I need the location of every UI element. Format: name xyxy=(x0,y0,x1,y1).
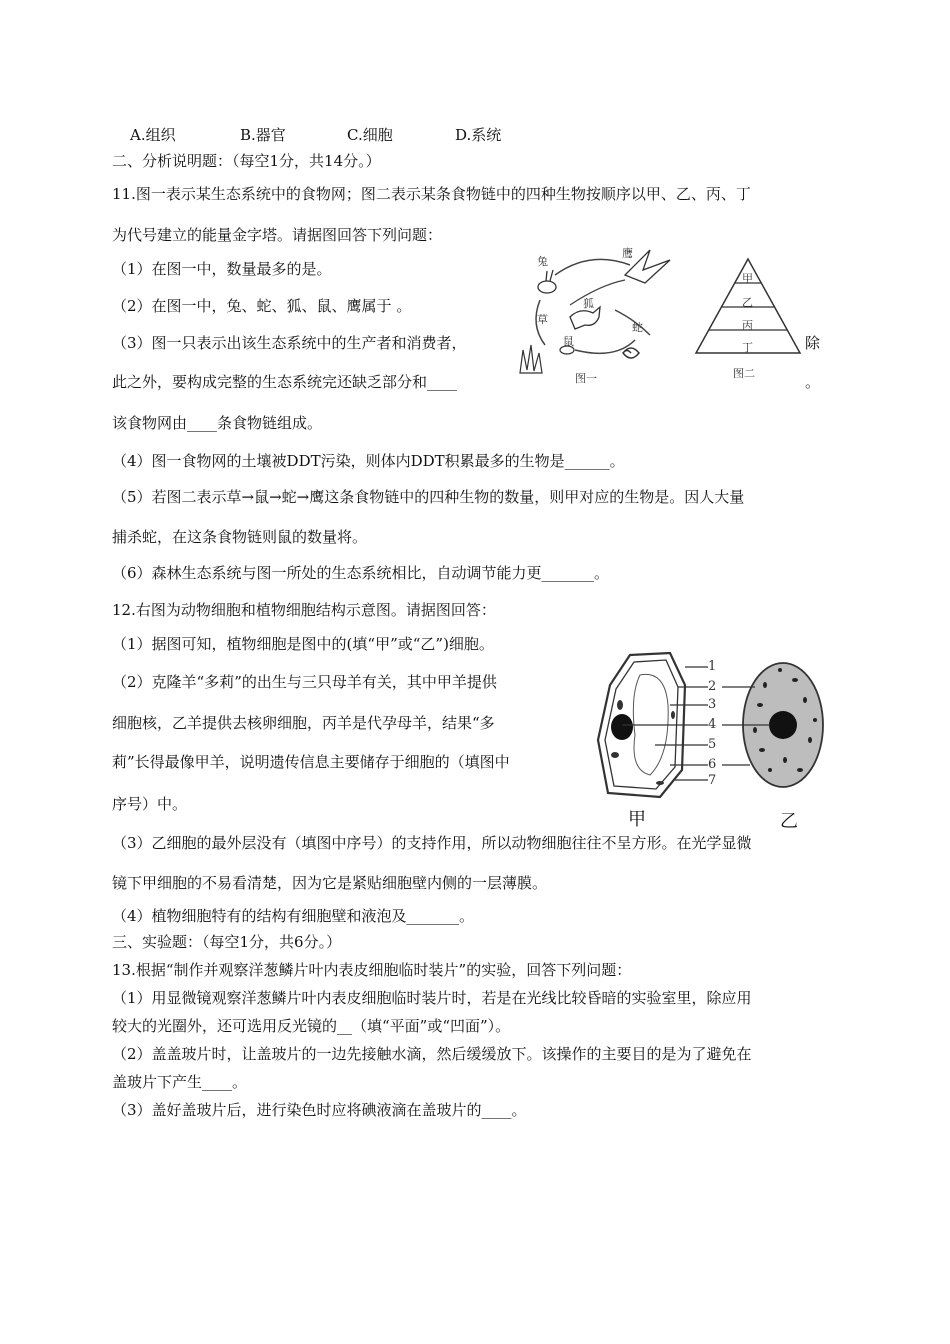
option-b: B.器官 xyxy=(240,126,286,144)
q12-part-4: （4）植物细胞特有的结构有细胞壁和液泡及_______。 xyxy=(112,907,475,925)
pyramid-level-1: 甲 xyxy=(742,272,753,285)
fig1-caption: 图一 xyxy=(575,372,597,385)
cell-structure-figure xyxy=(590,645,850,830)
cell-number-3: 3 xyxy=(708,697,717,712)
q13-stem: 13.根据“制作并观察洋葱鳞片叶内表皮细胞临时装片”的实验，回答下列问题： xyxy=(112,961,632,979)
q11-part-5b: 捕杀蛇，在这条食物链则鼠的数量将。 xyxy=(112,528,368,546)
q12-part-3b: 镜下甲细胞的不易看清楚，因为它是紧贴细胞壁内侧的一层薄膜。 xyxy=(112,874,548,892)
q11-part-6: （6）森林生态系统与图一所处的生态系统相比，自动调节能力更_______。 xyxy=(112,564,610,582)
label-rabbit: 兔 xyxy=(537,255,548,268)
pyramid-level-4: 丁 xyxy=(742,341,753,354)
section2-title: 二、分析说明题：（每空1分，共14分。） xyxy=(112,152,381,170)
q13-part-3: （3）盖好盖玻片后，进行染色时应将碘液滴在盖玻片的____。 xyxy=(112,1101,527,1119)
label-snake: 蛇 xyxy=(632,321,643,334)
q13-part-1a: （1）用显微镜观察洋葱鳞片叶内表皮细胞临时装片时，若是在光线比较昏暗的实验室里，除应用 xyxy=(112,989,752,1007)
cell-number-7: 7 xyxy=(708,773,717,788)
q11-part-3-tail: 除 xyxy=(805,334,821,352)
q11-part-3b-tail: 。 xyxy=(805,373,821,391)
q13-part-2b: 盖玻片下产生____。 xyxy=(112,1073,248,1091)
q11-part-1: （1）在图一中，数量最多的是。 xyxy=(112,260,332,278)
food-web-figure xyxy=(515,245,675,385)
cell-structure-drawing xyxy=(590,645,850,805)
q11-part-5a: （5）若图二表示草→鼠→蛇→鹰这条食物链中的四种生物的数量，则甲对应的生物是。因人大量 xyxy=(112,488,745,506)
q11-stem-2: 为代号建立的能量金字塔。请据图回答下列问题： xyxy=(112,226,443,244)
label-mouse: 鼠 xyxy=(563,335,574,348)
q13-part-2a: （2）盖盖玻片时，让盖玻片的一边先接触水滴，然后缓缓放下。该操作的主要目的是为了避免在 xyxy=(112,1045,752,1063)
cell-number-6: 6 xyxy=(708,757,717,772)
q11-part-2: （2）在图一中，兔、蛇、狐、鼠、鹰属于 。 xyxy=(112,297,412,315)
section3-title: 三、实验题：（每空1分，共6分。） xyxy=(112,933,342,951)
q11-part-3c: 该食物网由____条食物链组成。 xyxy=(112,414,323,432)
cell-number-4: 4 xyxy=(708,717,717,732)
q12-part-2a: （2）克隆羊“多莉”的出生与三只母羊有关，其中甲羊提供 xyxy=(112,673,497,691)
cell-number-1: 1 xyxy=(708,659,717,674)
q11-part-3b: 此之外，要构成完整的生态系统完还缺乏部分和____ xyxy=(112,373,458,391)
q12-part-3a: （3）乙细胞的最外层没有（填图中序号）的支持作用，所以动物细胞往往不呈方形。在光学显微 xyxy=(112,834,752,852)
q13-part-1b: 较大的光圈外，还可选用反光镜的__（填“平面”或“凹面”）。 xyxy=(112,1017,511,1035)
q12-part-2b: 细胞核，乙羊提供去核卵细胞，丙羊是代孕母羊，结果“多 xyxy=(112,714,495,732)
q12-stem: 12.右图为动物细胞和植物细胞结构示意图。请据图回答： xyxy=(112,601,496,619)
option-a: A.组织 xyxy=(130,126,176,144)
plant-cell-caption: 甲 xyxy=(628,809,646,830)
option-c: C.细胞 xyxy=(347,126,393,144)
q11-part-3a: （3）图一只表示出该生态系统中的生产者和消费者， xyxy=(112,334,467,352)
label-grass: 草 xyxy=(537,313,548,326)
animal-cell-caption: 乙 xyxy=(780,811,798,832)
q11-part-4: （4）图一食物网的土壤被DDT污染，则体内DDT积累最多的生物是______。 xyxy=(112,452,625,470)
q11-stem-1: 11.图一表示某生态系统中的食物网；图二表示某条食物链中的四种生物按顺序以甲、乙、丙、丁 xyxy=(112,185,751,203)
cell-number-5: 5 xyxy=(708,737,717,752)
pyramid-level-2: 乙 xyxy=(742,296,753,309)
q12-part-2c: 莉”长得最像甲羊，说明遗传信息主要储存于细胞的（填图中 xyxy=(112,753,510,771)
q12-part-2d: 序号）中。 xyxy=(112,795,188,813)
label-fox: 狐 xyxy=(583,297,594,310)
option-d: D.系统 xyxy=(455,126,502,144)
pyramid-level-3: 丙 xyxy=(742,319,753,332)
fig2-caption: 图二 xyxy=(733,367,755,380)
energy-pyramid-figure xyxy=(688,255,808,385)
cell-number-2: 2 xyxy=(708,679,717,694)
q12-part-1: （1）据图可知，植物细胞是图中的(填“甲”或“乙”)细胞。 xyxy=(112,635,494,653)
label-eagle: 鹰 xyxy=(622,247,633,260)
